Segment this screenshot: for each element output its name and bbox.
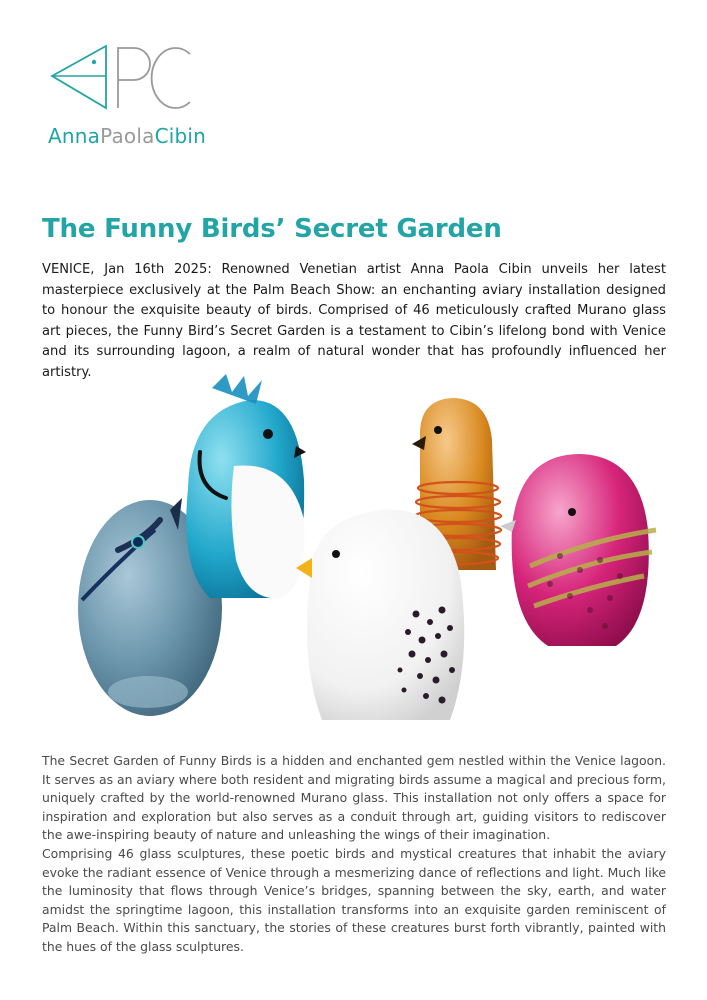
- logo-name-middle: Paola: [100, 124, 155, 148]
- body-paragraph-2: Comprising 46 glass sculptures, these poetic birds and mystical creatures that inhabit the aviary evoke the radiant essence of Venice through a mesmerizing dance of reflections and light. Much like the luminosity that flows through Venice’s bridges, spanning between the sky, earth, and water amidst the springtime lagoon, this installation transforms into an exquisite garden reminiscent of Palm Beach. Within this sanctuary, the stories of these creatures burst forth vibrantly, painted with the hues of the glass sculptures.: [42, 845, 666, 954]
- logo-name-first: Anna: [48, 124, 101, 148]
- white-glass-bird: [296, 510, 464, 720]
- pink-glass-bird: [500, 454, 656, 646]
- body-paragraph-1: The Secret Garden of Funny Birds is a hidden and enchanted gem nestled within the Venice lagoon. It serves as an aviary where both resident and migrating birds assume a magical and precious form, uniquely crafted by the world-renowned Murano glass. This installation not only offers a space for inspiration and exploration but also serves as a conduit through art, guiding visitors to rediscover the awe-inspiring beauty of nature and unleashing the wings of their imagination.: [42, 753, 666, 843]
- logo-wordmark: [48, 124, 206, 148]
- turquoise-glass-bird: [186, 374, 306, 598]
- page-title: The Funny Birds’ Secret Garden: [42, 214, 502, 244]
- logo-monogram: PC: [48, 40, 50, 41]
- body-text: [42, 752, 666, 957]
- brand-logo: [48, 40, 208, 150]
- logo-mark: [48, 40, 208, 120]
- intro-paragraph: VENICE, Jan 16th 2025: Renowned Venetian artist Anna Paola Cibin unveils her latest masterpiece exclusively at the Palm Beach Show: an enchanting aviary installation designed to honour the exquisite beauty of birds. Comprised of 46 meticulously crafted Murano glass art pieces, the Funny Bird’s Secret Garden is a testament to Cibin’s lifelong bond with Venice and its surrounding lagoon, a realm of natural wonder that has profoundly influenced her artistry.: [42, 262, 666, 380]
- glass-birds-photo: [60, 370, 660, 740]
- logo-name-last: Cibin: [154, 124, 207, 148]
